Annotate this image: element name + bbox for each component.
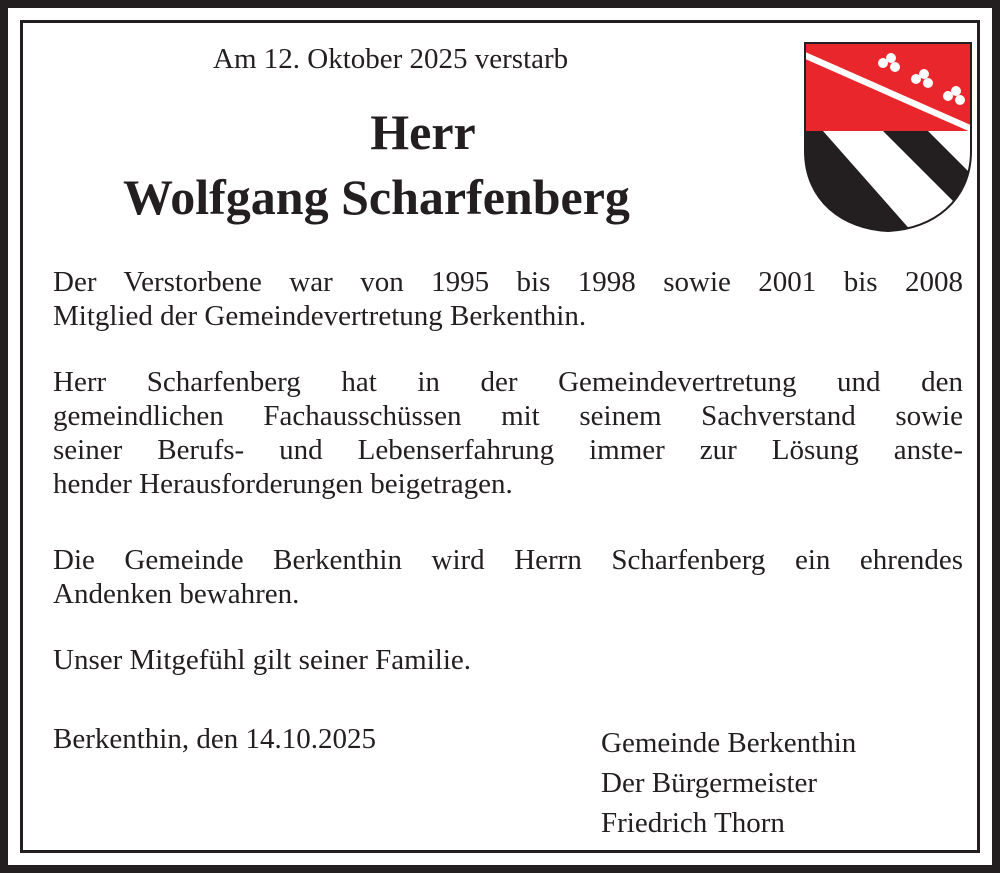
signature-block — [601, 723, 856, 843]
signature-role: Der Bürgermeister — [601, 767, 818, 799]
paragraph-contribution: Herr Scharfenberg hat in der Gemeindevertretung und den gemeindlichen Fachausschüssen mit seinem Sachverstand sowie seiner Berufs- und Lebenserfahrung immer zur Lösung anste- hender Herausforderungen beigetragen. — [53, 366, 963, 500]
signature-municipality: Gemeinde Berkenthin — [601, 727, 857, 759]
honorific: Herr — [370, 104, 476, 160]
signature-name: Friedrich Thorn — [601, 807, 785, 839]
coat-of-arms-icon — [803, 41, 973, 233]
death-date-intro: Am 12. Oktober 2025 verstarb — [213, 43, 569, 75]
paragraph-remembrance: Die Gemeinde Berkenthin wird Herrn Scharfenberg ein ehrendes Andenken bewahren. — [53, 544, 963, 610]
notice-frame — [8, 8, 992, 865]
paragraph-membership: Der Verstorbene war von 1995 bis 1998 sowie 2001 bis 2008 Mitglied der Gemeindevertretung Berkenthin. — [53, 266, 963, 332]
place-date: Berkenthin, den 14.10.2025 — [53, 723, 376, 755]
paragraph-condolence: Unser Mitgefühl gilt seiner Familie. — [53, 644, 472, 676]
deceased-name: Wolfgang Scharfenberg — [123, 169, 630, 225]
